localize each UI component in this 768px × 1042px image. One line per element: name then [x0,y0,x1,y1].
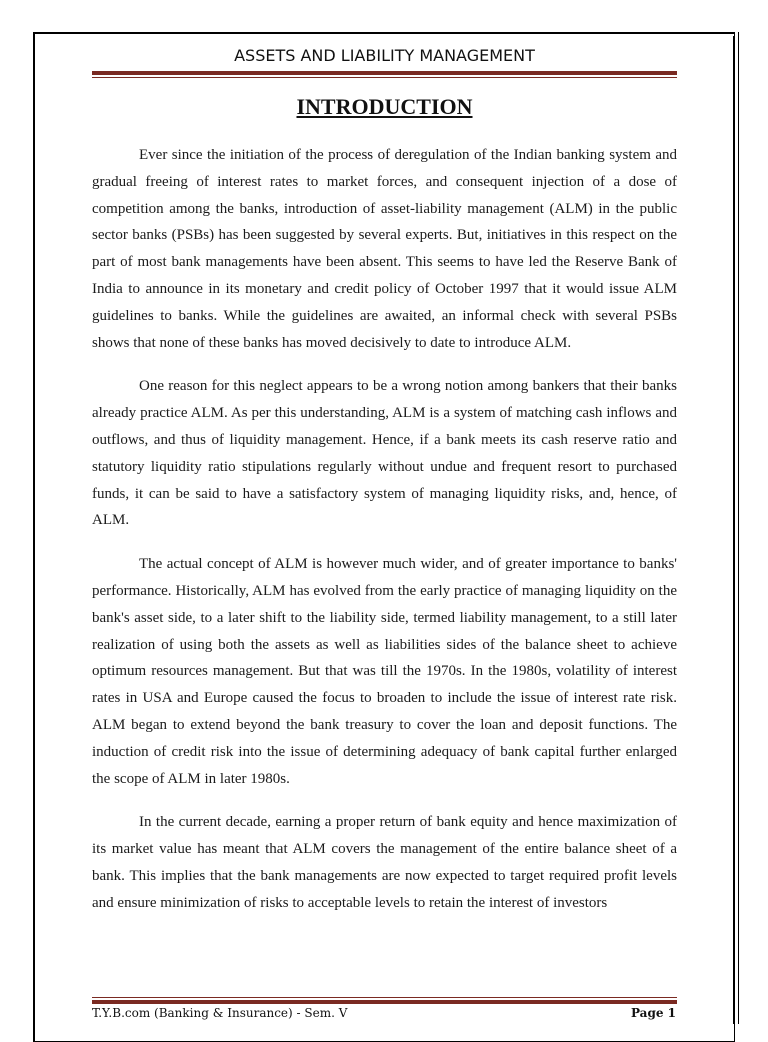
running-header-title: ASSETS AND LIABILITY MANAGEMENT [234,46,535,65]
page-border-inner-right [733,36,734,1024]
section-heading: INTRODUCTION [296,94,473,119]
paragraph-2: One reason for this neglect appears to be a wrong notion among bankers that their banks already practice ALM. As per this understanding, ALM is a system of matching cash inflows and outflows, and thus of liquidity management. Hence, if a bank meets its cash reserve ratio and statutory liquidity ratio stipulations regularly without undue and frequent resort to purchased funds, it can be said to have a satisfactory system of managing liquidity risks, and, hence, of ALM. [92,378,677,529]
footer-rule-thin [92,997,677,998]
page-border-outer-right [738,32,739,1024]
paragraph-3: The actual concept of ALM is however much wider, and of greater importance to banks' performance. Historically, ALM has evolved from the early practice of managing liquidity on the bank's asset side, to a later shift to the liability side, termed liability management, to a still later realization of using both the assets as well as liabilities sides of the balance sheet to achieve optimum resources management. But that was till the 1970s. In the 1980s, volatility of interest rates in USA and Europe caused the focus to broaden to include the issue of interest rate risk. ALM began to extend beyond the bank treasury to cover the loan and deposit functions. The induction of credit risk into the issue of determining adequacy of bank capital further enlarged the scope of ALM in later 1980s. [92,556,677,787]
page-number: Page 1 [630,1006,676,1020]
paragraph-4: In the current decade, earning a proper return of bank equity and hence maximization of its market value has meant that ALM covers the management of the entire balance sheet of a bank. This implies that the bank managements are now expected to target required profit levels and ensure minimization of risks to acceptable levels to retain the interest of investors [92,814,677,911]
header-rule-thin [92,77,677,78]
footer-course-label: T.Y.B.com (Banking & Insurance) - Sem. V [92,1006,348,1020]
header-rule-thick [92,71,677,75]
body-text [92,142,677,934]
footer-rule-thick [92,1000,677,1004]
paragraph-1: Ever since the initiation of the process of deregulation of the Indian banking system and gradual freeing of interest rates to market forces, and consequent injection of a dose of competition among the banks, introduction of asset-liability management (ALM) in the public sector banks (PSBs) has been suggested by several experts. But, initiatives in this respect on the part of most bank managements have been absent. This seems to have led the Reserve Bank of India to announce in its monetary and credit policy of October 1997 that it would issue ALM guidelines to banks. While the guidelines are awaited, an informal check with several PSBs shows that none of these banks has moved decisively to date to introduce ALM. [92,147,677,351]
